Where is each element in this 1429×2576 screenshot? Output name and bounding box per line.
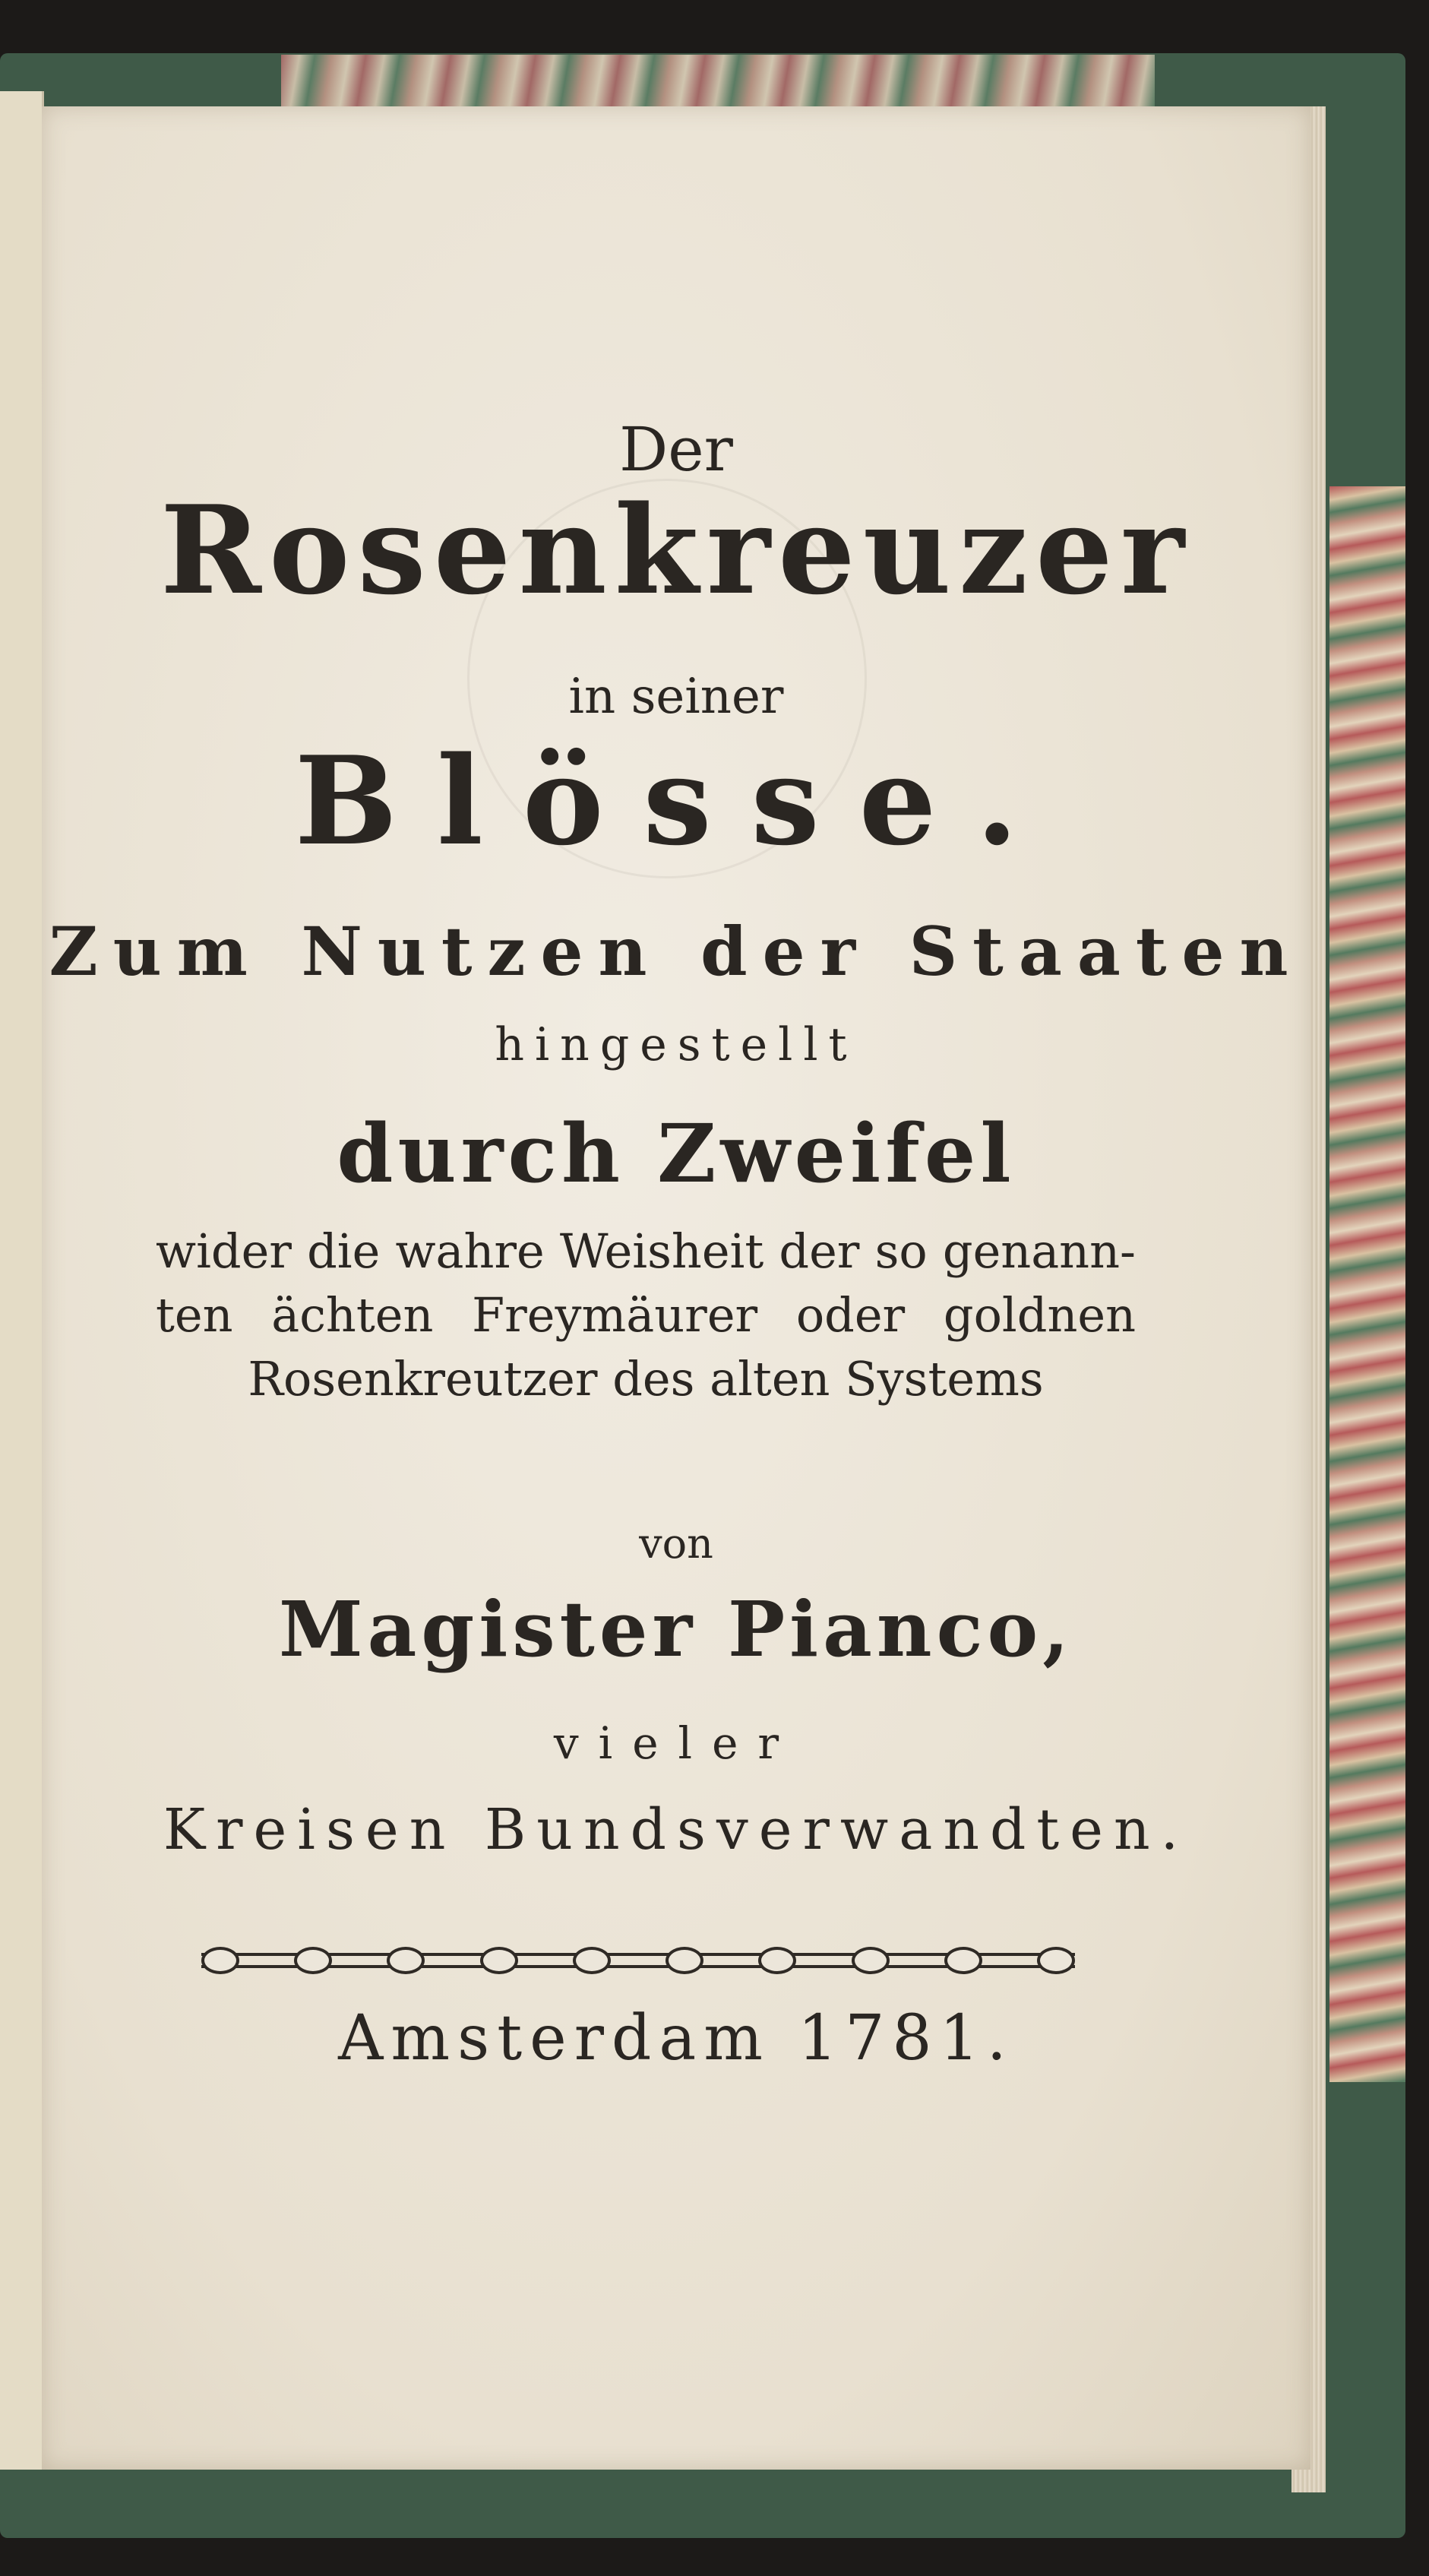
ornament-line	[201, 1965, 1075, 1968]
author-name: Magister Pianco,	[278, 1584, 1074, 1674]
byline-von: von	[639, 1520, 713, 1568]
ornament-flower	[294, 1947, 332, 1974]
title-line-in-seiner: in seiner	[568, 669, 784, 725]
author-line-kreisen: Kreisen Bundsverwandten.	[163, 1797, 1190, 1862]
title-page	[42, 106, 1310, 2470]
title-line-der: Der	[619, 414, 733, 485]
ornament-flower	[201, 1947, 239, 1974]
ornament-flower	[387, 1947, 425, 1974]
subtitle-hingestellt: hingestellt	[495, 1018, 858, 1071]
subtitle-zum-nutzen: Zum Nutzen der Staaten	[49, 912, 1304, 991]
subtitle-durch-zweifel: durch Zweifel	[337, 1106, 1016, 1201]
ornament-line	[201, 1953, 1075, 1956]
marbled-edge-right	[1329, 486, 1405, 2082]
ornament-flower	[665, 1947, 703, 1974]
facing-page-edge	[0, 91, 44, 2470]
author-line-vieler: vieler	[553, 1717, 799, 1769]
ornament-rule	[201, 1941, 1075, 1979]
ornament-flower	[480, 1947, 518, 1974]
title-main: Rosenkreuzer	[160, 479, 1193, 622]
imprint: Amsterdam 1781.	[338, 2002, 1014, 2074]
ornament-flower	[573, 1947, 611, 1974]
ornament-flower	[852, 1947, 890, 1974]
title-bloesse: Blösse.	[294, 729, 1058, 872]
ornament-flower	[944, 1947, 982, 1974]
ornament-flower	[758, 1947, 796, 1974]
ornament-flower	[1037, 1947, 1075, 1974]
subtitle-paragraph: wider die wahre Weisheit der so genann- ten ächten Freymäurer oder goldnen Rosenkreutzer des alten Systems	[156, 1223, 1136, 1407]
